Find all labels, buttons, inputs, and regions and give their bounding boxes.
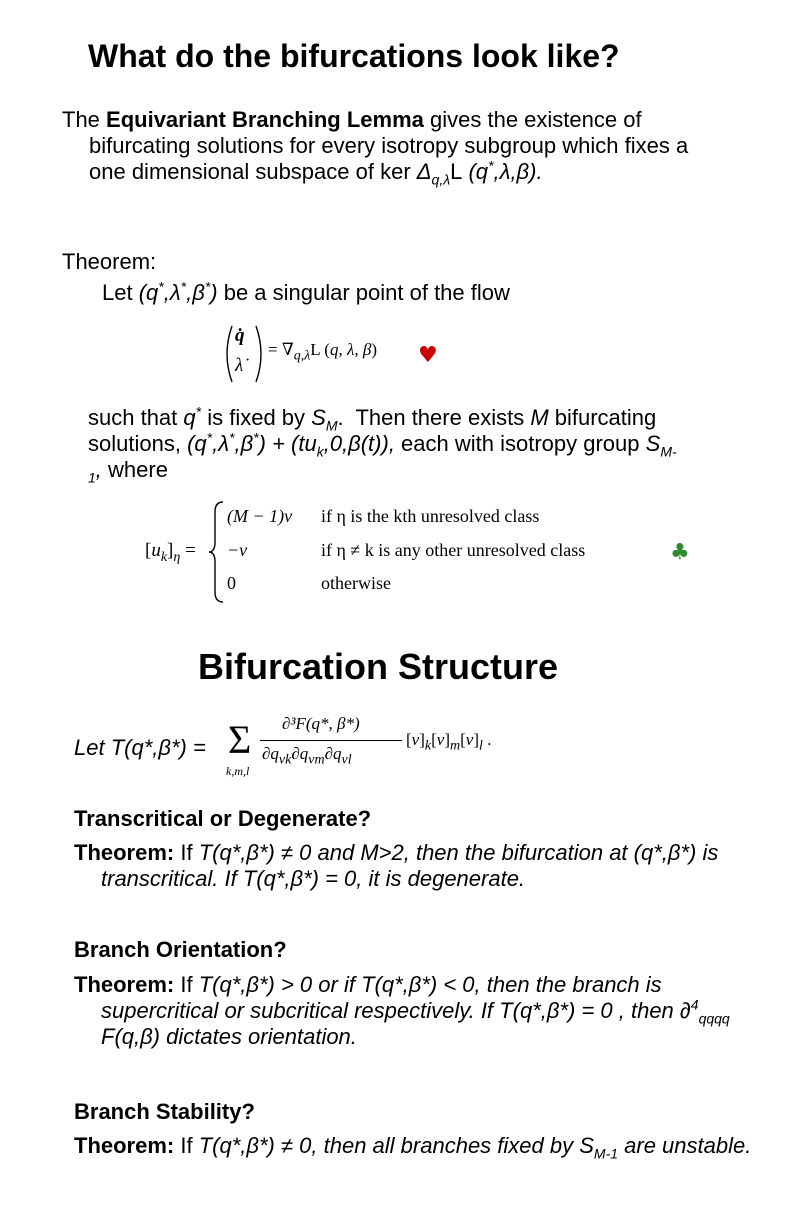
intro-paragraph [62, 107, 709, 188]
intro-pre: The [62, 107, 107, 132]
flow-lhs-q: q̇ [235, 325, 245, 346]
case-value-1: (M − 1)v [227, 506, 293, 526]
sum-vector-product: $[v]_k[v]_m[v]_l$ . [406, 730, 492, 754]
q1-heading: Transcritical or Degenerate? [74, 806, 372, 831]
q2-theorem-label: Theorem: [74, 972, 175, 997]
case-value-3: 0 [227, 573, 236, 593]
theorem-label: Theorem: [62, 249, 157, 274]
club-icon: ♣ [670, 540, 690, 565]
case-condition-1-wrap [321, 506, 539, 527]
cases-equation [145, 500, 665, 604]
case-condition-1: if η is the kth unresolved class [321, 506, 540, 526]
heart-icon: ♥ [418, 343, 438, 368]
theorem-let-statement: Let (q*,λ*,β*) be a singular point of the flow [102, 278, 510, 305]
sum-numerator: ∂³F(q*, β*) [282, 714, 360, 733]
q1-theorem-text: If T(q*,β*) ≠ 0 and M>2, then the bifurcation at (q*,β*) is transcritical. If T(q*,β*) = 0, it is degenerate. [101, 840, 719, 891]
intro-bold-term: Equivariant Branching Lemma [106, 107, 424, 132]
section-title-bifurcations: What do the bifurcations look like? [88, 38, 620, 74]
section-title-bifurcation-structure: Bifurcation Structure [198, 646, 559, 687]
flow-equation [220, 322, 420, 386]
such-that-paragraph: such that q* is fixed by $S_M$. Then there exists M bifurcating solutions, $(q^*,\lambda^*,\beta^*) + (tu_k,0,\beta(t))$, each with isotropy group $S_{M-1}$, where [88, 403, 677, 486]
q3-theorem [74, 1133, 761, 1162]
sum-denominator: $\partial q_{\nu k}\partial q_{\nu m}\partial q_{\nu l}$ [262, 744, 352, 768]
fraction-bar [260, 740, 402, 741]
q3-theorem-text: If T(q*,β*) ≠ 0, then all branches fixed by $S_{M-1}$ are unstable. [174, 1133, 752, 1162]
sum-formula [224, 712, 514, 784]
cases-lhs: $[u_k]_\eta$ = [145, 540, 196, 565]
case-condition-2-wrap [321, 540, 585, 561]
case-row-3 [227, 573, 236, 594]
case-value-2: −v [227, 540, 248, 560]
let-T-text: Let T(q*,β*) = [74, 735, 206, 760]
cases-brace-graphic [207, 500, 227, 604]
q2-theorem [74, 972, 771, 1050]
case-row-1 [227, 506, 292, 527]
case-condition-3-wrap [321, 573, 391, 594]
case-condition-2: if η ≠ k is any other unresolved class [321, 540, 586, 560]
q3-theorem-label: Theorem: [74, 1133, 175, 1158]
case-condition-3: otherwise [321, 573, 391, 593]
flow-rhs: = $\nabla_{q,\lambda}L$ (q, λ, β) [268, 340, 377, 364]
flow-lhs-lambda: λ̇ [235, 355, 244, 376]
q3-heading: Branch Stability? [74, 1099, 255, 1124]
q1-theorem [74, 840, 741, 892]
case-row-2 [227, 540, 247, 561]
q2-theorem-text: If T(q*,β*) > 0 or if T(q*,β*) < 0, then the branch is supercritical or subcritical respectively. If T(q*,β*) = 0 , then ∂$^4_{qqqq}$ F(q,β) dictates orientation. [101, 972, 730, 1049]
sum-index: k,m,l [226, 764, 250, 778]
intro-post: gives the existence of bifurcating solutions for every isotropy subgroup which fixes a one dimensional subspace of ker [89, 107, 689, 184]
q2-heading: Branch Orientation? [74, 937, 287, 962]
sum-symbol: Σ [228, 717, 252, 762]
q1-theorem-label: Theorem: [74, 840, 175, 865]
intro-math: $\Delta_{q,\lambda}L$ (q*,λ,β). [416, 157, 543, 188]
